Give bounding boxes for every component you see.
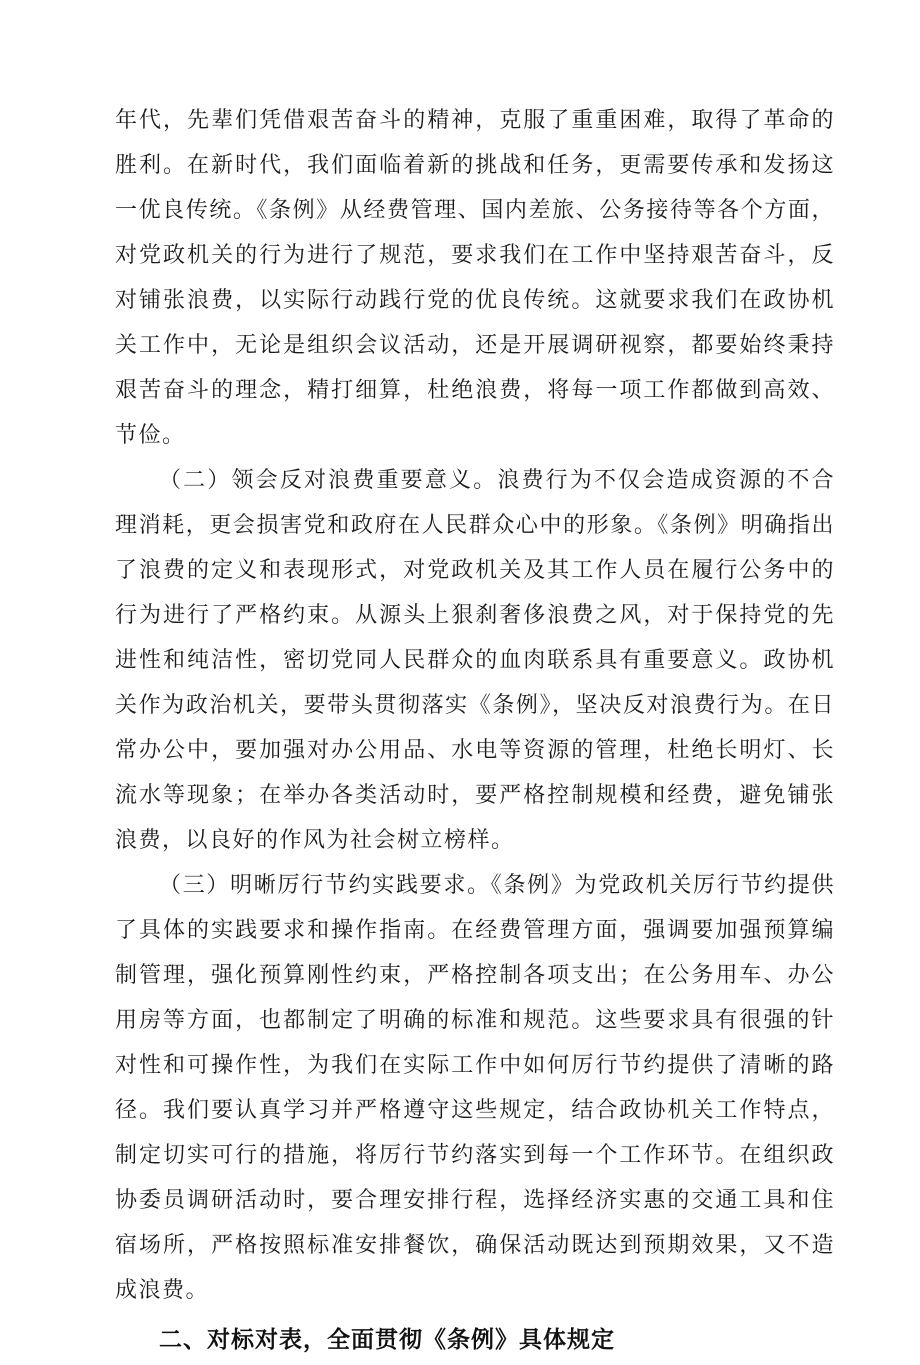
paragraph-1: 年代，先辈们凭借艰苦奋斗的精神，克服了重重困难，取得了革命的胜利。在新时代，我们面临着新的挑战和任务，更需要传承和发扬这一优良传统。《条例》从经费管理、国内差旅、公务接待等各个方面，对党政机关的行为进行了规范，要求我们在工作中坚持艰苦奋斗，反对铺张浪费，以实际行动践行党的优良传统。这就要求我们在政协机关工作中，无论是组织会议活动，还是开展调研视察，都要始终秉持艰苦奋斗的理念，精打细算，杜绝浪费，将每一项工作都做到高效、节俭。 xyxy=(115,108,835,448)
paragraph-3: （三）明晰厉行节约实践要求。《条例》为党政机关厉行节约提供了具体的实践要求和操作指南。在经费管理方面，强调要加强预算编制管理，强化预算刚性约束，严格控制各项支出；在公务用车、办公用房等方面，也都制定了明确的标准和规范。这些要求具有很强的针对性和可操作性，为我们在实际工作中如何厉行节约提供了清晰的路径。我们要认真学习并严格遵守这些规定，结合政协机关工作特点，制定切实可行的措施，将厉行节约落实到每一个工作环节。在组织政协委员调研活动时，要合理安排行程，选择经济实惠的交通工具和住宿场所，严格按照标准安排餐饮，确保活动既达到预期效果，又不造成浪费。 xyxy=(115,873,835,1303)
section-heading: 二、对标对表，全面贯彻《条例》具体规定 xyxy=(159,1327,615,1353)
document-page xyxy=(115,98,835,1365)
paragraph-2: （二）领会反对浪费重要意义。浪费行为不仅会造成资源的不合理消耗，更会损害党和政府在人民群众心中的形象。《条例》明确指出了浪费的定义和表现形式，对党政机关及其工作人员在履行公务中的行为进行了严格约束。从源头上狠刹奢侈浪费之风，对于保持党的先进性和纯洁性，密切党同人民群众的血肉联系具有重要意义。政协机关作为政治机关，要带头贯彻落实《条例》，坚决反对浪费行为。在日常办公中，要加强对办公用品、水电等资源的管理，杜绝长明灯、长流水等现象；在举办各类活动时，要严格控制规模和经费，避免铺张浪费，以良好的作风为社会树立榜样。 xyxy=(115,468,835,853)
